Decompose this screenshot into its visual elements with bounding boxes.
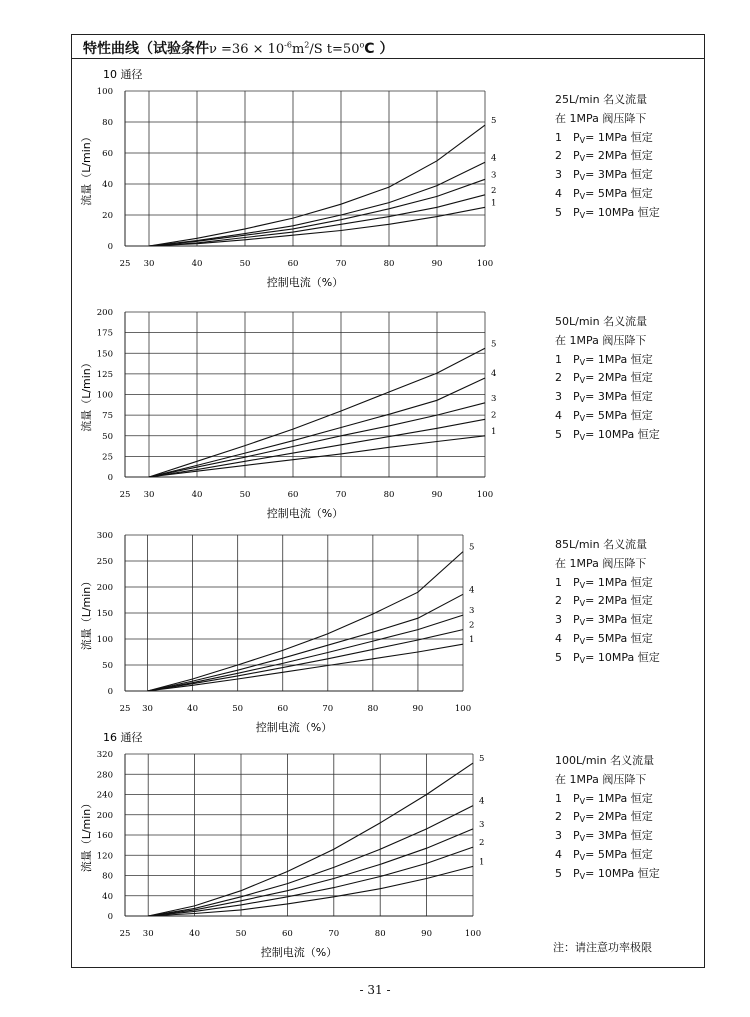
legend-item-p: P: [573, 829, 580, 843]
legend-item-sub: V: [579, 395, 586, 405]
x-tick-label: 40: [187, 704, 199, 714]
legend-item-number: 5: [555, 866, 562, 880]
legend-item: [555, 166, 660, 185]
section-label: 16 通径: [103, 731, 143, 744]
legend-item-sub: V: [579, 191, 586, 201]
x-tick-label: 25: [119, 490, 131, 500]
legend-item-sub: V: [579, 413, 586, 423]
legend-subtitle: 在 1MPa 阀压降下: [555, 772, 647, 786]
legend-title: 50L/min 名义流量: [555, 315, 648, 328]
series-line-2: [149, 419, 485, 477]
legend-item-p: P: [573, 130, 580, 144]
legend-item: [555, 407, 660, 426]
legend-item-p: P: [573, 866, 580, 880]
x-tick-label: 100: [476, 259, 494, 269]
title-text: 特性曲线（试验条件: [83, 41, 209, 57]
x-tick-label: 90: [421, 929, 433, 939]
legend-item-text: = 10MPa 恒定: [585, 205, 660, 219]
x-tick-label: 90: [412, 704, 424, 714]
x-tick-label: 50: [239, 490, 251, 500]
exponent-2: 2: [304, 40, 310, 50]
legend-item-number: 1: [555, 791, 562, 805]
legend-item-sub: V: [579, 376, 586, 386]
legend-item-sub: V: [579, 636, 586, 646]
legend-item: [555, 351, 660, 370]
x-tick-label: 100: [454, 704, 472, 714]
legend-item-text: = 5MPa 恒定: [585, 408, 653, 422]
page-number: - 31 -: [359, 983, 391, 997]
legend-item-number: 2: [555, 810, 562, 824]
legend-item-number: 3: [555, 390, 562, 404]
y-tick-label: 280: [96, 770, 113, 781]
series-label-5: 5: [479, 754, 485, 765]
y-tick-label: 120: [96, 851, 113, 862]
series-label-4: 4: [469, 585, 475, 596]
legend-item-sub: V: [579, 796, 586, 806]
x-tick-label: 80: [367, 704, 379, 714]
legend-item-text: = 2MPa 恒定: [585, 149, 653, 163]
legend-item-text: = 10MPa 恒定: [585, 427, 660, 441]
x-axis-label: 控制电流（%）: [255, 721, 333, 734]
legend-item: [555, 574, 660, 593]
legend-item-text: = 1MPa 恒定: [585, 352, 653, 366]
x-tick-label: 80: [383, 259, 395, 269]
x-tick-label: 70: [322, 704, 334, 714]
legend-item: [555, 630, 660, 649]
y-tick-label: 0: [107, 473, 113, 483]
y-tick-label: 160: [96, 831, 113, 841]
legend-chart-2: [555, 313, 660, 445]
legend-item-sub: V: [579, 618, 586, 628]
y-tick-label: 50: [102, 431, 113, 442]
legend-item-text: = 3MPa 恒定: [585, 613, 653, 627]
legend-item-number: 1: [555, 130, 562, 144]
legend-item: [555, 808, 660, 827]
y-tick-label: 80: [102, 871, 113, 882]
chart-3: [79, 531, 474, 734]
legend-item-number: 4: [555, 847, 562, 861]
series-line-3: [149, 179, 485, 246]
legend-item-text: = 3MPa 恒定: [585, 829, 653, 843]
x-tick-label: 60: [287, 259, 299, 269]
legend-item-number: 2: [555, 371, 562, 385]
unit-m: m: [291, 42, 305, 57]
series-label-4: 4: [479, 796, 485, 807]
legend-item-sub: V: [579, 580, 586, 590]
x-axis-label: 控制电流（%）: [260, 946, 338, 959]
x-tick-label: 60: [277, 704, 289, 714]
legend-item: [555, 388, 660, 407]
legend-item: [555, 426, 660, 445]
x-tick-label: 25: [119, 929, 131, 939]
series-line-1: [148, 866, 473, 916]
y-tick-label: 125: [96, 369, 113, 380]
legend-subtitle: 在 1MPa 阀压降下: [555, 111, 647, 125]
legend-item: [555, 185, 660, 204]
y-tick-label: 250: [96, 557, 113, 567]
x-tick-label: 25: [119, 704, 131, 714]
y-tick-label: 300: [96, 531, 113, 541]
legend-item-sub: V: [579, 173, 586, 183]
series-label-4: 4: [491, 369, 497, 379]
legend-item-text: = 10MPa 恒定: [585, 650, 660, 664]
y-tick-label: 320: [96, 750, 113, 760]
series-line-3: [148, 829, 473, 916]
legend-item: [555, 790, 660, 809]
legend-item-p: P: [573, 427, 580, 441]
y-tick-label: 150: [96, 609, 113, 619]
x-tick-label: 50: [235, 929, 247, 939]
series-line-5: [148, 763, 473, 916]
viscosity: ν =36 × 10: [209, 42, 285, 57]
legend-item-number: 3: [555, 829, 562, 843]
legend-item-sub: V: [579, 834, 586, 844]
x-tick-label: 50: [239, 259, 251, 269]
title-close: C ）: [364, 41, 394, 57]
y-tick-label: 20: [102, 211, 113, 221]
y-axis-label: 流量（L/min）: [80, 797, 93, 873]
x-tick-label: 70: [335, 490, 347, 500]
legend-item-p: P: [573, 149, 580, 163]
y-tick-label: 100: [96, 87, 113, 97]
legend-item-p: P: [573, 408, 580, 422]
legend-item-text: = 1MPa 恒定: [585, 791, 653, 805]
y-tick-label: 80: [102, 118, 113, 128]
y-axis-label: 流量（L/min）: [80, 575, 93, 651]
legend-item-number: 5: [555, 650, 562, 664]
x-axis-label: 控制电流（%）: [266, 276, 344, 289]
legend-item-sub: V: [579, 815, 586, 825]
legend-item: [555, 147, 660, 166]
y-tick-label: 40: [102, 891, 113, 902]
series-label-1: 1: [469, 635, 475, 646]
legend-item-p: P: [573, 847, 580, 861]
legend-item-number: 4: [555, 631, 562, 645]
legend-item-text: = 5MPa 恒定: [585, 186, 653, 200]
legend-item-text: = 3MPa 恒定: [585, 390, 653, 404]
legend-item-text: = 5MPa 恒定: [585, 847, 653, 861]
series-line-4: [149, 162, 485, 246]
legend-item-p: P: [573, 575, 580, 589]
legend-item-sub: V: [579, 135, 586, 145]
series-label-5: 5: [491, 116, 497, 127]
legend-item-text: = 2MPa 恒定: [585, 371, 653, 385]
legend-item: [555, 827, 660, 846]
series-line-3: [148, 615, 464, 691]
legend-item-sub: V: [579, 210, 586, 220]
legend-item-text: = 5MPa 恒定: [585, 631, 653, 645]
x-tick-label: 50: [232, 704, 244, 714]
x-axis-label: 控制电流（%）: [266, 507, 344, 520]
legend-item-p: P: [573, 631, 580, 645]
legend-item-number: 4: [555, 186, 562, 200]
legend-item-p: P: [573, 613, 580, 627]
degree-sign: o: [359, 40, 365, 50]
x-tick-label: 40: [191, 490, 203, 500]
legend-subtitle: 在 1MPa 阀压降下: [555, 333, 647, 347]
y-tick-label: 175: [96, 328, 113, 339]
legend-subtitle: 在 1MPa 阀压降下: [555, 556, 647, 570]
x-tick-label: 100: [476, 490, 494, 500]
y-axis-label: 流量（L/min）: [80, 131, 93, 206]
legend-item-sub: V: [579, 852, 586, 862]
legend-item-text: = 3MPa 恒定: [585, 168, 653, 182]
legend-item: [555, 865, 660, 884]
y-tick-label: 240: [96, 790, 113, 801]
y-tick-label: 0: [107, 687, 113, 697]
temperature: /S t=50: [309, 42, 360, 57]
legend-item-number: 5: [555, 427, 562, 441]
legend-item-sub: V: [579, 432, 586, 442]
legend-item-p: P: [573, 791, 580, 805]
series-label-2: 2: [491, 185, 497, 196]
legend-item: [555, 129, 660, 148]
x-tick-label: 30: [143, 259, 155, 269]
x-tick-label: 30: [142, 704, 153, 714]
legend-item-p: P: [573, 186, 580, 200]
legend-item-p: P: [573, 594, 580, 608]
legend-item-sub: V: [579, 599, 586, 609]
legend-item-p: P: [573, 168, 580, 182]
series-label-4: 4: [491, 153, 497, 164]
y-tick-label: 75: [102, 411, 113, 422]
y-tick-label: 100: [96, 390, 113, 401]
section-label: 10 通径: [103, 68, 143, 81]
y-tick-label: 200: [96, 308, 113, 318]
series-label-2: 2: [491, 410, 497, 421]
legend-chart-3: [555, 536, 660, 668]
legend-item: [555, 846, 660, 865]
power-limit-note: 注：请注意功率极限: [553, 941, 652, 954]
legend-item-p: P: [573, 390, 580, 404]
series-line-5: [148, 552, 464, 691]
legend-item-number: 1: [555, 352, 562, 366]
legend-item-text: = 2MPa 恒定: [585, 594, 653, 608]
legend-item: [555, 592, 660, 611]
series-label-1: 1: [491, 426, 497, 437]
series-label-2: 2: [479, 838, 485, 849]
series-label-2: 2: [469, 620, 475, 631]
legend-item-text: = 1MPa 恒定: [585, 130, 653, 144]
y-tick-label: 0: [107, 912, 113, 922]
series-label-5: 5: [491, 339, 497, 350]
legend-item-text: = 10MPa 恒定: [585, 866, 660, 880]
x-tick-label: 40: [189, 929, 201, 939]
x-tick-label: 80: [383, 490, 395, 500]
series-line-3: [149, 403, 485, 477]
y-tick-label: 200: [96, 810, 113, 821]
y-tick-label: 50: [102, 661, 113, 671]
y-tick-label: 25: [102, 452, 113, 463]
legend-item-number: 2: [555, 149, 562, 163]
legend-item: [555, 204, 660, 223]
x-tick-label: 70: [335, 259, 347, 269]
x-tick-label: 90: [431, 259, 443, 269]
legend-item-sub: V: [579, 154, 586, 164]
chart-2: [79, 308, 496, 520]
series-label-3: 3: [469, 606, 475, 617]
legend-item-number: 5: [555, 205, 562, 219]
series-label-5: 5: [469, 542, 475, 553]
legend-item: [555, 369, 660, 388]
x-tick-label: 60: [287, 490, 299, 500]
legend-item-p: P: [573, 371, 580, 385]
x-tick-label: 30: [143, 490, 155, 500]
series-line-4: [149, 378, 485, 477]
series-label-3: 3: [479, 819, 485, 830]
series-label-3: 3: [491, 393, 497, 404]
y-tick-label: 100: [96, 635, 113, 645]
y-tick-label: 0: [107, 242, 113, 252]
y-tick-label: 200: [96, 583, 113, 593]
exponent-1: -6: [284, 40, 292, 50]
legend-item-sub: V: [579, 655, 586, 665]
legend-item-sub: V: [579, 357, 586, 367]
chart-1: [79, 68, 496, 289]
series-label-1: 1: [479, 857, 485, 868]
legend-item-number: 3: [555, 168, 562, 182]
legend-item-number: 2: [555, 594, 562, 608]
legend-item-p: P: [573, 810, 580, 824]
chart-4: [79, 731, 484, 959]
legend-chart-4: [555, 752, 660, 884]
x-tick-label: 40: [191, 259, 203, 269]
legend-item: [555, 611, 660, 630]
legend-item-sub: V: [579, 871, 586, 881]
y-tick-label: 60: [102, 149, 113, 159]
x-tick-label: 90: [431, 490, 443, 500]
y-tick-label: 40: [102, 180, 113, 190]
legend-item-number: 3: [555, 613, 562, 627]
legend-item-p: P: [573, 650, 580, 664]
legend-item-text: = 2MPa 恒定: [585, 810, 653, 824]
x-tick-label: 60: [281, 929, 293, 939]
legend-title: 25L/min 名义流量: [555, 93, 648, 106]
legend-item-p: P: [573, 205, 580, 219]
series-label-3: 3: [491, 170, 497, 181]
x-tick-label: 100: [464, 929, 482, 939]
series-line-5: [149, 348, 485, 477]
legend-item: [555, 649, 660, 668]
legend-item-number: 1: [555, 575, 562, 589]
x-tick-label: 30: [142, 929, 154, 939]
x-tick-label: 70: [328, 929, 340, 939]
legend-title: 100L/min 名义流量: [555, 754, 655, 767]
legend-item-text: = 1MPa 恒定: [585, 575, 653, 589]
legend-item-number: 4: [555, 408, 562, 422]
legend-item-p: P: [573, 352, 580, 366]
series-label-1: 1: [491, 198, 497, 209]
x-tick-label: 80: [374, 929, 386, 939]
legend-title: 85L/min 名义流量: [555, 538, 648, 551]
legend-chart-1: [555, 91, 660, 223]
x-tick-label: 25: [119, 259, 131, 269]
y-axis-label: 流量（L/min）: [80, 357, 93, 432]
y-tick-label: 150: [96, 349, 113, 360]
